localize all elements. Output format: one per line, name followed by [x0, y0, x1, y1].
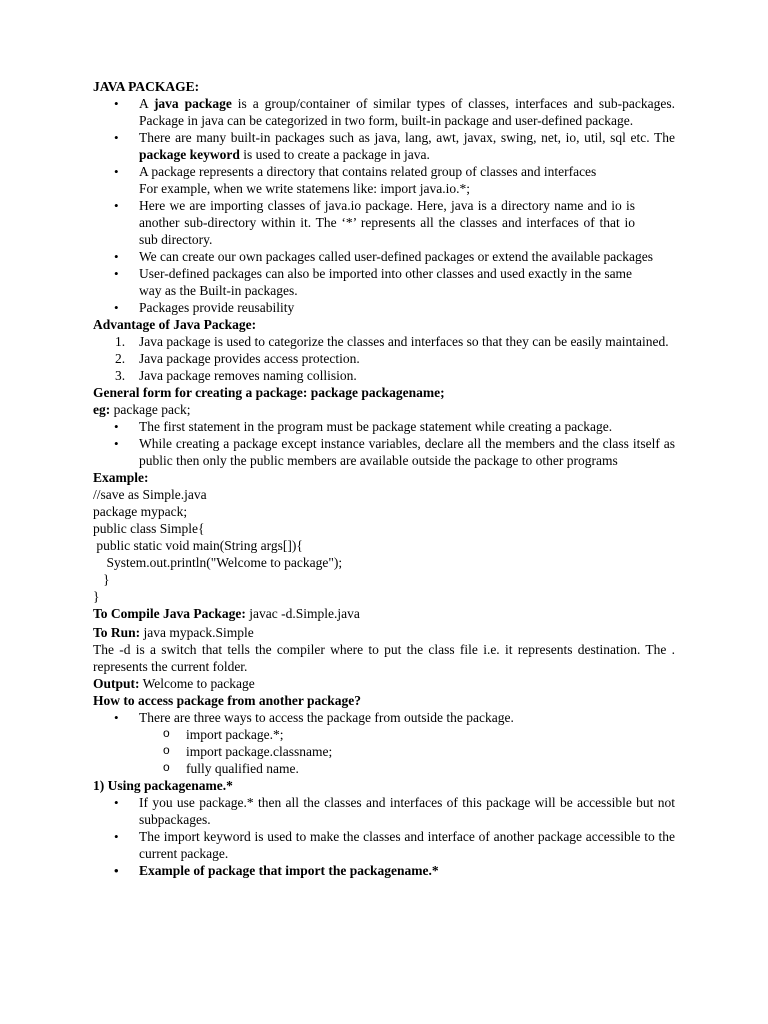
intro-bullet-5: • We can create our own packages called user-defined packages or extend the available packages [93, 248, 675, 265]
access-subitem-3: o fully qualified name. [93, 760, 675, 777]
code-line: } [93, 589, 100, 604]
intro-bullet-2: • There are many built-in packages such as java, lang, awt, javax, swing, net, io, util, sql etc. The package keyword is used to create a package in java. [93, 129, 675, 163]
code-line: public static void main(String args[]){ [93, 538, 303, 553]
advantage-heading: Advantage of Java Package: [93, 317, 257, 332]
access-bullet-list [93, 709, 675, 726]
eg-bullet-list [93, 418, 675, 469]
access-bullet: • There are three ways to access the package from outside the package. [93, 709, 675, 726]
using-bullet-list [93, 794, 675, 879]
using-bullet-2: • The import keyword is used to make the classes and interface of another package accessible to the current package. [93, 828, 675, 862]
code-line: //save as Simple.java [93, 487, 207, 502]
example-heading: Example: [93, 470, 149, 485]
intro-bullet-7: • Packages provide reusability [93, 299, 675, 316]
advantage-item-3: 3. Java package removes naming collision. [115, 368, 357, 383]
code-block [93, 486, 675, 605]
intro-bullet-list [93, 95, 675, 316]
advantage-list [93, 333, 675, 384]
code-line: } [93, 572, 110, 587]
intro-bullet-6: • User-defined packages can also be imported into other classes and used exactly in the same way as the Built-in packages. [93, 265, 675, 299]
compile-line: To Compile Java Package: javac -d.Simple.java [93, 606, 360, 621]
code-line: public class Simple{ [93, 521, 205, 536]
eg-line: eg: package pack; [93, 402, 191, 417]
access-subitem-list [93, 726, 675, 777]
run-description: The -d is a switch that tells the compiler where to put the class file i.e. it represents destination. The . represents the current folder. [93, 642, 675, 674]
run-line: To Run: java mypack.Simple [93, 625, 254, 640]
eg-bullet-2: • While creating a package except instance variables, declare all the members and the class itself as public then only the public members are available outside the package to other programs [93, 435, 675, 469]
code-line: package mypack; [93, 504, 188, 519]
access-heading: How to access package from another package? [93, 693, 361, 708]
advantage-item-1: 1. Java package is used to categorize the classes and interfaces so that they can be easily maintained. [115, 334, 669, 349]
document-page [93, 78, 675, 879]
using-bullet-1: • If you use package.* then all the classes and interfaces of this package will be accessible but not subpackages. [93, 794, 675, 828]
using-heading: 1) Using packagename.* [93, 778, 233, 793]
intro-bullet-3: • A package represents a directory that contains related group of classes and interfaces For example, when we write statemens like: import java.io.*; [93, 163, 675, 197]
code-line: System.out.println("Welcome to package"); [93, 555, 343, 570]
intro-bullet-1: • A java package is a group/container of similar types of classes, interfaces and sub-packages. Package in java can be categorized in two form, built-in package and user-defined package. [93, 95, 675, 129]
advantage-item-2: 2. Java package provides access protection. [115, 351, 360, 366]
access-subitem-2: o import package.classname; [93, 743, 675, 760]
general-form-heading: General form for creating a package: package packagename; [93, 385, 445, 400]
intro-bullet-4: • Here we are importing classes of java.io package. Here, java is a directory name and io is another sub-directory within it. The ‘*’ represents all the classes and interfaces of that io sub directory. [93, 197, 675, 248]
output-line: Output: Welcome to package [93, 676, 255, 691]
page-title: JAVA PACKAGE: [93, 79, 200, 94]
using-bullet-3: • Example of package that import the packagename.* [93, 862, 675, 879]
access-subitem-1: o import package.*; [93, 726, 675, 743]
eg-bullet-1: • The first statement in the program must be package statement while creating a package. [93, 418, 675, 435]
